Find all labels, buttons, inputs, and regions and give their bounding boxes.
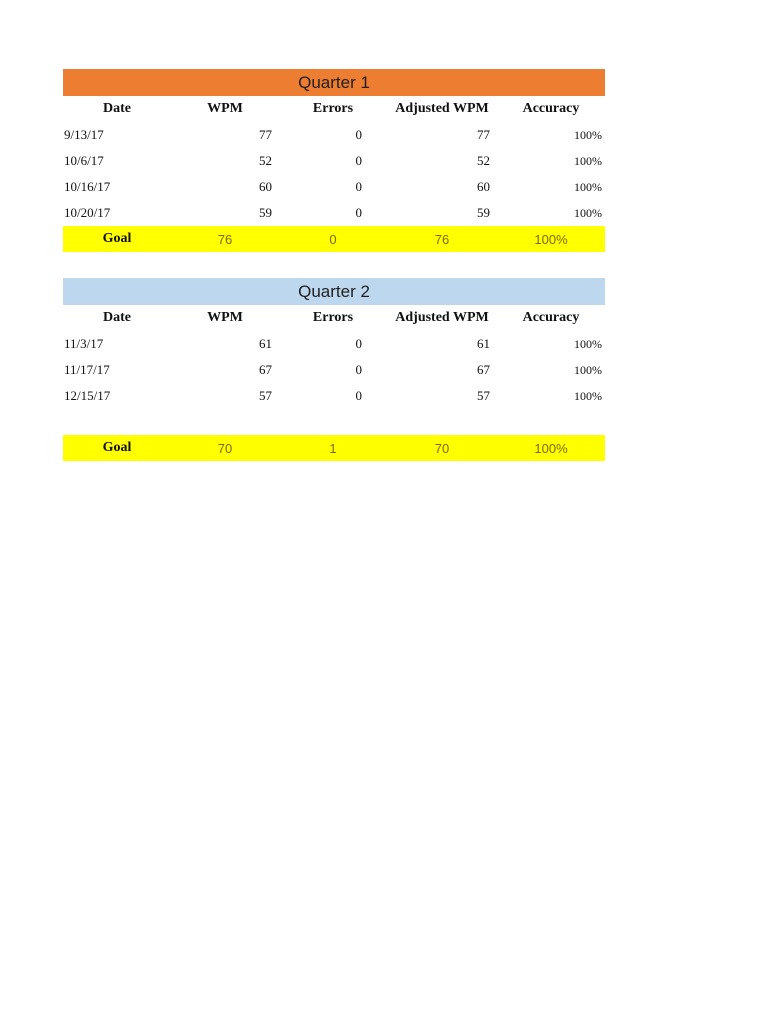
table-row [63, 148, 605, 174]
column-header-date: Date [103, 101, 131, 116]
quarter-2-table [63, 305, 605, 461]
adjusted-wpm-cell: 59 [477, 205, 490, 220]
goal-wpm: 76 [171, 226, 279, 252]
wpm-cell: 61 [259, 336, 272, 351]
date-cell: 11/3/17 [64, 336, 104, 351]
table-row [63, 174, 605, 200]
date-cell: 10/6/17 [64, 153, 104, 168]
date-cell: 11/17/17 [64, 362, 110, 377]
goal-errors: 0 [279, 226, 387, 252]
column-header-errors: Errors [312, 101, 354, 116]
adjusted-wpm-cell: 67 [477, 362, 490, 377]
date-cell: 10/16/17 [64, 179, 111, 194]
errors-cell: 0 [355, 336, 362, 351]
goal-accuracy: 100% [497, 226, 605, 252]
accuracy-cell: 100% [574, 388, 602, 403]
table-row [63, 122, 605, 148]
wpm-cell: 77 [259, 127, 272, 142]
accuracy-cell: 100% [574, 127, 602, 142]
accuracy-cell: 100% [574, 179, 602, 194]
wpm-cell: 57 [259, 388, 272, 403]
goal-accuracy: 100% [497, 435, 605, 461]
goal-errors: 1 [279, 435, 387, 461]
goal-adjusted-wpm: 70 [387, 435, 497, 461]
errors-cell: 0 [355, 127, 362, 142]
adjusted-wpm-cell: 52 [477, 153, 490, 168]
adjusted-wpm-cell: 77 [477, 127, 490, 142]
adjusted-wpm-cell: 60 [477, 179, 490, 194]
header-row [63, 305, 605, 331]
goal-wpm: 70 [171, 435, 279, 461]
header-row [63, 96, 605, 122]
errors-cell: 0 [355, 153, 362, 168]
quarter-title: Quarter 1 [63, 69, 605, 96]
errors-cell: 0 [355, 179, 362, 194]
column-header-accuracy: Accuracy [522, 310, 580, 325]
goal-adjusted-wpm: 76 [387, 226, 497, 252]
wpm-cell: 67 [259, 362, 272, 377]
date-cell: 10/20/17 [64, 205, 111, 220]
quarter-1-section [63, 69, 605, 252]
column-header-errors: Errors [312, 310, 354, 325]
quarter-2-section [63, 278, 605, 461]
goal-label: Goal [63, 435, 171, 461]
table-row [63, 383, 605, 409]
column-header-accuracy: Accuracy [522, 101, 580, 116]
adjusted-wpm-cell: 57 [477, 388, 490, 403]
column-header-wpm: WPM [207, 310, 243, 325]
accuracy-cell: 100% [574, 205, 602, 220]
table-row [63, 357, 605, 383]
column-header-date: Date [103, 310, 131, 325]
wpm-cell: 60 [259, 179, 272, 194]
column-header-adjusted-wpm: Adjusted WPM [395, 101, 489, 116]
adjusted-wpm-cell: 61 [477, 336, 490, 351]
date-cell: 12/15/17 [64, 388, 111, 403]
table-row [63, 331, 605, 357]
wpm-cell: 52 [259, 153, 272, 168]
quarter-1-table [63, 96, 605, 252]
accuracy-cell: 100% [574, 336, 602, 351]
goal-label: Goal [63, 226, 171, 252]
goal-row [63, 435, 605, 461]
accuracy-cell: 100% [574, 362, 602, 377]
errors-cell: 0 [355, 205, 362, 220]
table-row [63, 200, 605, 226]
errors-cell: 0 [355, 388, 362, 403]
date-cell: 9/13/17 [64, 127, 104, 142]
column-header-wpm: WPM [207, 101, 243, 116]
empty-row [63, 409, 605, 435]
spreadsheet [63, 69, 605, 461]
errors-cell: 0 [355, 362, 362, 377]
section-gap [63, 252, 605, 278]
quarter-title: Quarter 2 [63, 278, 605, 305]
column-header-adjusted-wpm: Adjusted WPM [395, 310, 489, 325]
accuracy-cell: 100% [574, 153, 602, 168]
goal-row [63, 226, 605, 252]
wpm-cell: 59 [259, 205, 272, 220]
